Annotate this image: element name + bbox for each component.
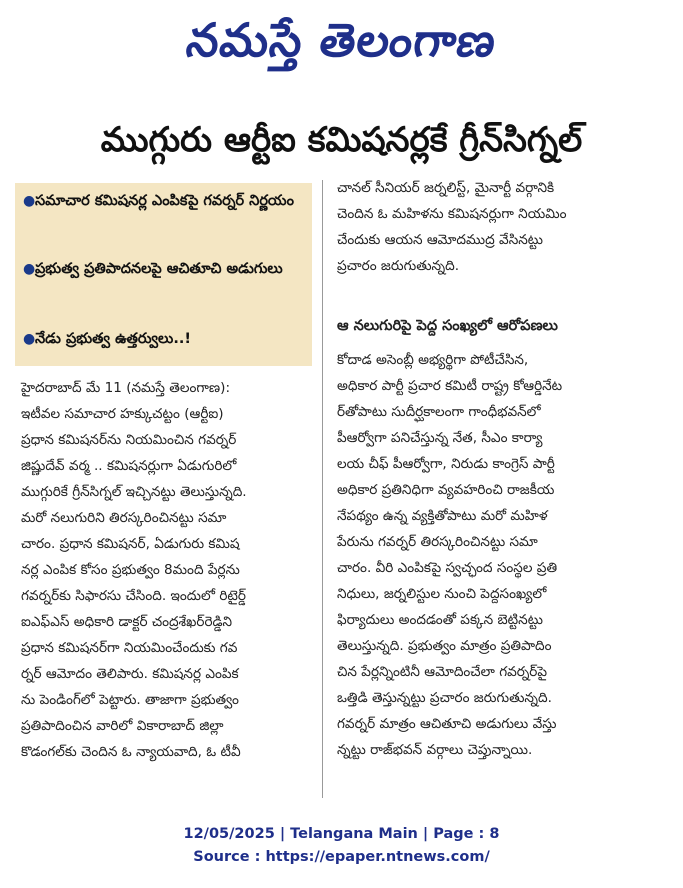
footer-edition-info: 12/05/2025 | Telangana Main | Page : 8 (183, 826, 500, 842)
column-divider (322, 180, 323, 798)
body-line: లయ చీఫ్ పీఆర్వోగా, నిరుడు కాంగ్రెస్ పార్టీ (337, 456, 555, 472)
body-line: ముగ్గురికే గ్రీన్‌సిగ్నల్ ఇచ్చినట్టు తెలుస్తున్నది. (21, 484, 247, 500)
body-line: ర్‌తోపాటు సుదీర్ఘకాలంగా గాంధీభవన్‌లో (337, 404, 541, 420)
body-line: నేపథ్యం ఉన్న వ్యక్తితోపాటు మరో మహిళ (337, 508, 548, 524)
body-line: జిష్ణుదేవ్ వర్మ .. కమిషనర్లుగా ఏడుగురిలో (21, 458, 237, 474)
body-line: తెలుస్తున్నది. ప్రభుత్వం మాత్రం ప్రతిపాదిం (337, 638, 552, 654)
article-column-right (337, 180, 645, 800)
body-line: చారం. ప్రధాన కమిషనర్, ఏడుగురు కమిష (21, 536, 240, 552)
body-line: ను పెండింగ్‌లో పెట్టారు. తాజాగా ప్రభుత్వం (21, 692, 239, 708)
body-line: చారం. వీరి ఎంపికపై స్వచ్ఛంద సంస్థల ప్రతి (337, 560, 558, 576)
article-subheading: ఆ నలుగురిపై పెద్ద సంఖ్యలో ఆరోపణలు (337, 318, 558, 334)
article-column-left (21, 380, 317, 800)
bullet-icon: ● (23, 193, 36, 209)
body-line: ఒత్తిడి తెస్తున్నట్టు ప్రచారం జరుగుతున్నది. (337, 690, 552, 706)
bullet-icon: ● (23, 331, 36, 347)
body-line: నిధులు, జర్నలిస్టుల నుంచి పెద్దసంఖ్యలో (337, 586, 547, 602)
newspaper-masthead (0, 4, 683, 76)
body-line: గవర్నర్ మాత్రం ఆచితూచి అడుగులు వేస్తు (337, 716, 557, 732)
highlight-item: ●సమాచార కమిషనర్ల ఎంపికపై గవర్నర్ నిర్ణయం (23, 185, 308, 217)
article-headline: ముగ్గురు ఆర్టీఐ కమిషనర్లకే గ్రీన్‌సిగ్నల్ (100, 120, 583, 160)
body-line: ర్నర్ ఆమోదం తెలిపారు. కమిషనర్ల ఎంపిక (21, 666, 239, 682)
masthead-logo: నమస్తే తెలంగాణ (183, 13, 500, 67)
bullet-icon: ● (23, 261, 36, 277)
body-line: అధికార పార్టీ ప్రచార కమిటీ రాష్ట్ర కోఆర్డినేట (337, 378, 563, 394)
body-line: ఐఎఫ్ఎస్ అధికారి డాక్టర్ చంద్రశేఖర్‌రెడ్డిని (21, 614, 233, 630)
body-line: ఇటీవల సమాచార హక్కుచట్టం (ఆర్టీఐ) (21, 406, 224, 422)
body-line: చానల్ సీనియర్ జర్నలిస్ట్, మైనార్టీ వర్గానికి (337, 180, 555, 196)
body-line: గవర్నర్‌కు సిఫారసు చేసింది. ఇందులో రిటైర్డ్ (21, 588, 246, 604)
body-line: న్నట్టు రాజ్‌భవన్ వర్గాలు చెప్తున్నాయి. (337, 742, 533, 758)
body-line: కొడంగల్‌కు చెందిన ఓ న్యాయవాది, ఓ టీవీ (21, 744, 241, 760)
body-line: పేరును గవర్నర్ తిరస్కరించినట్టు సమా (337, 534, 538, 550)
body-line: ఫిర్యాదులు అందడంతో పక్కన బెట్టినట్టు (337, 612, 543, 628)
body-line: కోదాడ అసెంబ్లీ అభ్యర్థిగా పోటీచేసిన, (337, 352, 529, 368)
body-line: ప్రధాన కమిషనర్‌గా నియమించేందుకు గవ (21, 640, 238, 656)
footer-source-link[interactable]: Source : https://epaper.ntnews.com/ (193, 849, 490, 865)
body-line: మరో నలుగురిని తిరస్కరించినట్టు సమా (21, 510, 227, 526)
body-line: చేందుకు ఆయన ఆమోదముద్ర వేసినట్టు (337, 232, 543, 248)
body-line: నర్ల ఎంపిక కోసం ప్రభుత్వం 8మంది పేర్లను (21, 562, 240, 578)
body-line: హైదరాబాద్ మే 11 (నమస్తే తెలంగాణ): (21, 380, 231, 396)
body-line: ప్రతిపాదించిన వారిలో వికారాబాద్ జిల్లా (21, 718, 224, 734)
highlights-box (15, 183, 312, 366)
highlight-item: ●నేడు ప్రభుత్వ ఉత్తర్వులు..! (23, 323, 308, 355)
body-line: పీఆర్వోగా పనిచేస్తున్న నేత, సీఎం కార్యా (337, 430, 543, 446)
body-line: ప్రచారం జరుగుతున్నది. (337, 258, 460, 274)
body-line: ప్రధాన కమిషనర్‌ను నియమించిన గవర్నర్ (21, 432, 237, 448)
body-line: చెందిన ఓ మహిళను కమిషనర్లుగా నియమిం (337, 206, 567, 222)
highlight-item: ●ప్రభుత్వ ప్రతిపాదనలపై ఆచితూచి అడుగులు (23, 253, 308, 285)
body-line: అధికార ప్రతినిధిగా వ్యవహరించి రాజకీయ (337, 482, 555, 498)
body-line: చిన పేర్లన్నింటినీ ఆమోదించేలా గవర్నర్‌పై (337, 664, 548, 680)
